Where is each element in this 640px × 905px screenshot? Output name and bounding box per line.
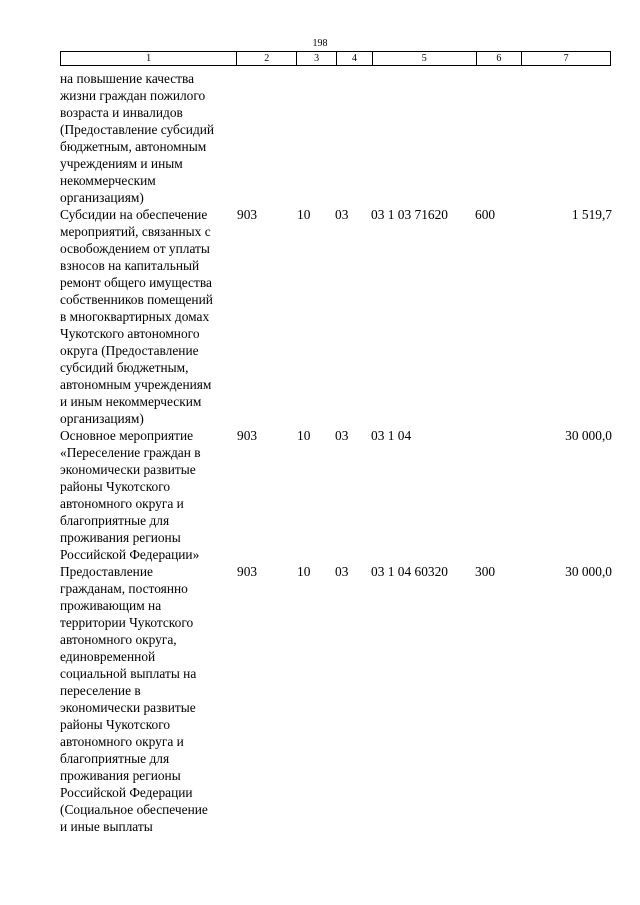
row-rz: 10 [297, 207, 311, 222]
row-grbs: 903 [237, 428, 258, 443]
row-vr: 300 [475, 564, 496, 579]
row-rz: 10 [297, 564, 311, 579]
header-col-1: 1 [61, 52, 237, 65]
row-name: Основное мероприятие «Переселение граждан в экономически развитые районы Чукотского автономного округа и благоприятные для проживания регионы Российской Федерации» [60, 428, 201, 562]
row-vr: 600 [475, 207, 496, 222]
table-row [60, 563, 612, 835]
table-header [60, 51, 611, 66]
row-sum: 1 519,7 [571, 207, 612, 222]
row-sum: 30 000,0 [565, 428, 612, 443]
row-pr: 03 [335, 207, 349, 222]
row-pr: 03 [335, 428, 349, 443]
header-col-6: 6 [477, 52, 523, 65]
header-col-3: 3 [297, 52, 337, 65]
row-csr: 03 1 04 60320 [371, 564, 448, 579]
row-name: Субсидии на обеспечение мероприятий, связанных с освобождением от уплаты взносов на капитальный ремонт общего имущества собственников помещений в многоквартирных домах Чукотского автономного округа (Предоставление субсидий бюджетным, автономным учреждениям и иным некоммерческим организациям) [60, 207, 213, 426]
row-grbs: 903 [237, 207, 258, 222]
table-row [60, 427, 612, 563]
row-sum: 30 000,0 [565, 564, 612, 579]
header-col-5: 5 [373, 52, 477, 65]
header-col-2: 2 [237, 52, 297, 65]
header-col-7: 7 [563, 53, 569, 64]
page-number: 198 [312, 38, 328, 49]
table-row [60, 206, 612, 427]
table-row [60, 70, 612, 206]
row-csr: 03 1 04 [371, 428, 412, 443]
header-col-4: 4 [337, 52, 373, 65]
row-name: Предоставление гражданам, постоянно проживающим на территории Чукотского автономного округа, единовременной социальной выплаты на переселение в экономически развитые районы Чукотского автономного округа и благоприятные для проживания регионы Российской Федерации (Социальное обеспечение и иные выплаты [60, 564, 208, 834]
table-body [60, 70, 612, 835]
row-pr: 03 [335, 564, 349, 579]
row-grbs: 903 [237, 564, 258, 579]
row-csr: 03 1 03 71620 [371, 207, 448, 222]
row-rz: 10 [297, 428, 311, 443]
row-name: на повышение качества жизни граждан пожилого возраста и инвалидов (Предоставление субсидий бюджетным, автономным учреждениям и иным некоммерческим организациям) [60, 71, 215, 205]
